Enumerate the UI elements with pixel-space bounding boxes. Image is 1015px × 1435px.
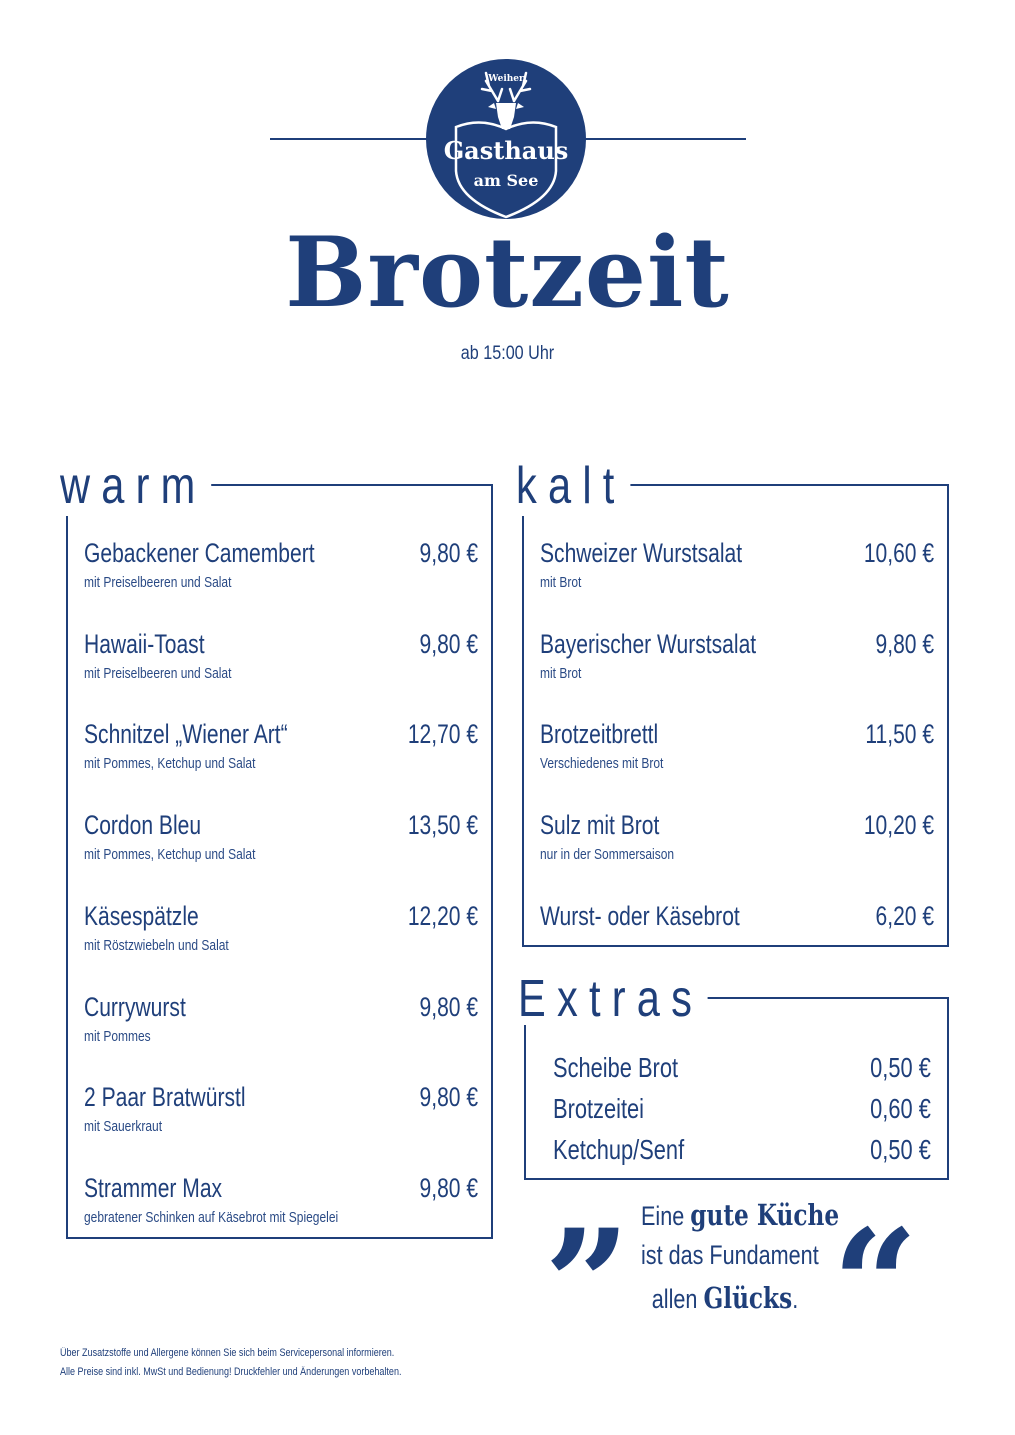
extras-box-top-line (674, 997, 949, 999)
item-price: 12,20 € (407, 900, 478, 931)
item-name: Cordon Bleu (84, 810, 202, 841)
item-name: Käsespätzle (84, 900, 199, 931)
warm-menu-item (84, 719, 478, 779)
item-price: 9,80 € (875, 628, 934, 659)
quote-line-3-b: Glücks (703, 1281, 793, 1315)
item-price: 10,60 € (863, 538, 934, 568)
item-description: mit Pommes (84, 1027, 151, 1045)
item-price: 9,80 € (419, 991, 478, 1022)
kalt-menu-item (540, 810, 934, 870)
warm-menu-item (84, 810, 478, 870)
gasthaus-logo (426, 59, 586, 219)
item-name: Gebackener Camembert (84, 538, 315, 568)
item-price: 9,80 € (419, 628, 478, 659)
quote-line-3 (641, 1281, 809, 1315)
item-price: 0,60 € (870, 1093, 931, 1124)
quote-line-1-b: gute Küche (690, 1198, 840, 1232)
item-price: 9,80 € (419, 538, 478, 568)
page-title: Brotzeit (285, 216, 730, 329)
warm-menu-item (84, 1173, 478, 1233)
header-line-right (582, 138, 746, 140)
logo-name: Gasthaus (443, 136, 569, 165)
item-description: mit Brot (540, 574, 582, 591)
item-description: mit Preiselbeeren und Salat (84, 574, 232, 591)
item-name: Schweizer Wurstsalat (540, 538, 743, 568)
extras-menu-item (553, 1134, 931, 1170)
warm-menu-item (84, 901, 478, 961)
item-name: Brotzeitbrettl (540, 719, 659, 750)
footer-line-1: Über Zusatzstoffe und Allergene können Sie sich beim Servicepersonal informieren. (60, 1347, 395, 1359)
item-name: Hawaii-Toast (84, 628, 205, 659)
item-description: mit Sauerkraut (84, 1118, 163, 1136)
warm-menu-item (84, 992, 478, 1052)
item-description: mit Brot (540, 664, 582, 682)
item-description: mit Preiselbeeren und Salat (84, 664, 232, 682)
warm-menu-item (84, 538, 478, 598)
quote-line-1 (641, 1198, 840, 1232)
quote-line-1-a: Eine (641, 1201, 685, 1231)
logo-top-text: Weiher (488, 74, 524, 84)
item-name: Bayerischer Wurstsalat (540, 628, 757, 659)
logo-sub: am See (473, 171, 539, 190)
extras-menu-item (553, 1052, 931, 1088)
item-name: Schnitzel „Wiener Art“ (84, 719, 288, 750)
item-name: Currywurst (84, 991, 186, 1022)
item-price: 9,80 € (419, 1172, 478, 1203)
item-price: 0,50 € (870, 1134, 931, 1165)
page-subtitle: ab 15:00 Uhr (460, 343, 555, 364)
item-name: Ketchup/Senf (553, 1134, 685, 1165)
extras-menu-item (553, 1093, 931, 1129)
footer-line-2: Alle Preise sind inkl. MwSt und Bedienung! Druckfehler und Änderungen vorbehalten. (60, 1366, 402, 1378)
quote-line-3-c: . (792, 1284, 799, 1314)
kalt-menu-item (540, 901, 934, 961)
quote-line-3-a: allen (651, 1284, 698, 1314)
item-name: Wurst- oder Käsebrot (540, 900, 740, 931)
item-price: 6,20 € (875, 900, 934, 931)
warm-box-top-line (190, 484, 493, 486)
quote-close-mark: “ (832, 1197, 919, 1373)
kalt-menu-item (540, 719, 934, 779)
item-description: mit Pommes, Ketchup und Salat (84, 846, 256, 864)
warm-menu-item (84, 1082, 478, 1142)
quote-open-mark: ” (544, 1197, 631, 1373)
item-name: Strammer Max (84, 1172, 223, 1203)
section-title-kalt: kalt (516, 460, 630, 512)
item-description: Verschiedenes mit Brot (540, 755, 664, 773)
item-price: 10,20 € (863, 810, 934, 841)
item-name: Scheibe Brot (553, 1052, 679, 1083)
item-price: 12,70 € (407, 719, 478, 750)
warm-menu-item (84, 629, 478, 689)
kalt-menu-item (540, 538, 934, 598)
item-name: 2 Paar Bratwürstl (84, 1082, 246, 1113)
item-name: Brotzeitei (553, 1093, 645, 1124)
item-description: nur in der Sommersaison (540, 846, 675, 864)
section-title-warm: warm (60, 460, 211, 512)
header-line-left (270, 138, 430, 140)
quote-line-2: ist das Fundament (641, 1240, 819, 1270)
item-description: mit Pommes, Ketchup und Salat (84, 755, 256, 773)
item-price: 9,80 € (419, 1082, 478, 1113)
item-price: 0,50 € (870, 1052, 931, 1083)
item-price: 13,50 € (407, 810, 478, 841)
item-description: mit Röstzwiebeln und Salat (84, 936, 229, 954)
item-price: 11,50 € (865, 719, 934, 750)
kalt-box-top-line (626, 484, 949, 486)
item-name: Sulz mit Brot (540, 810, 660, 841)
kalt-menu-item (540, 629, 934, 689)
section-title-extras: Extras (518, 973, 708, 1025)
item-description: gebratener Schinken auf Käsebrot mit Spiegelei (84, 1208, 339, 1226)
